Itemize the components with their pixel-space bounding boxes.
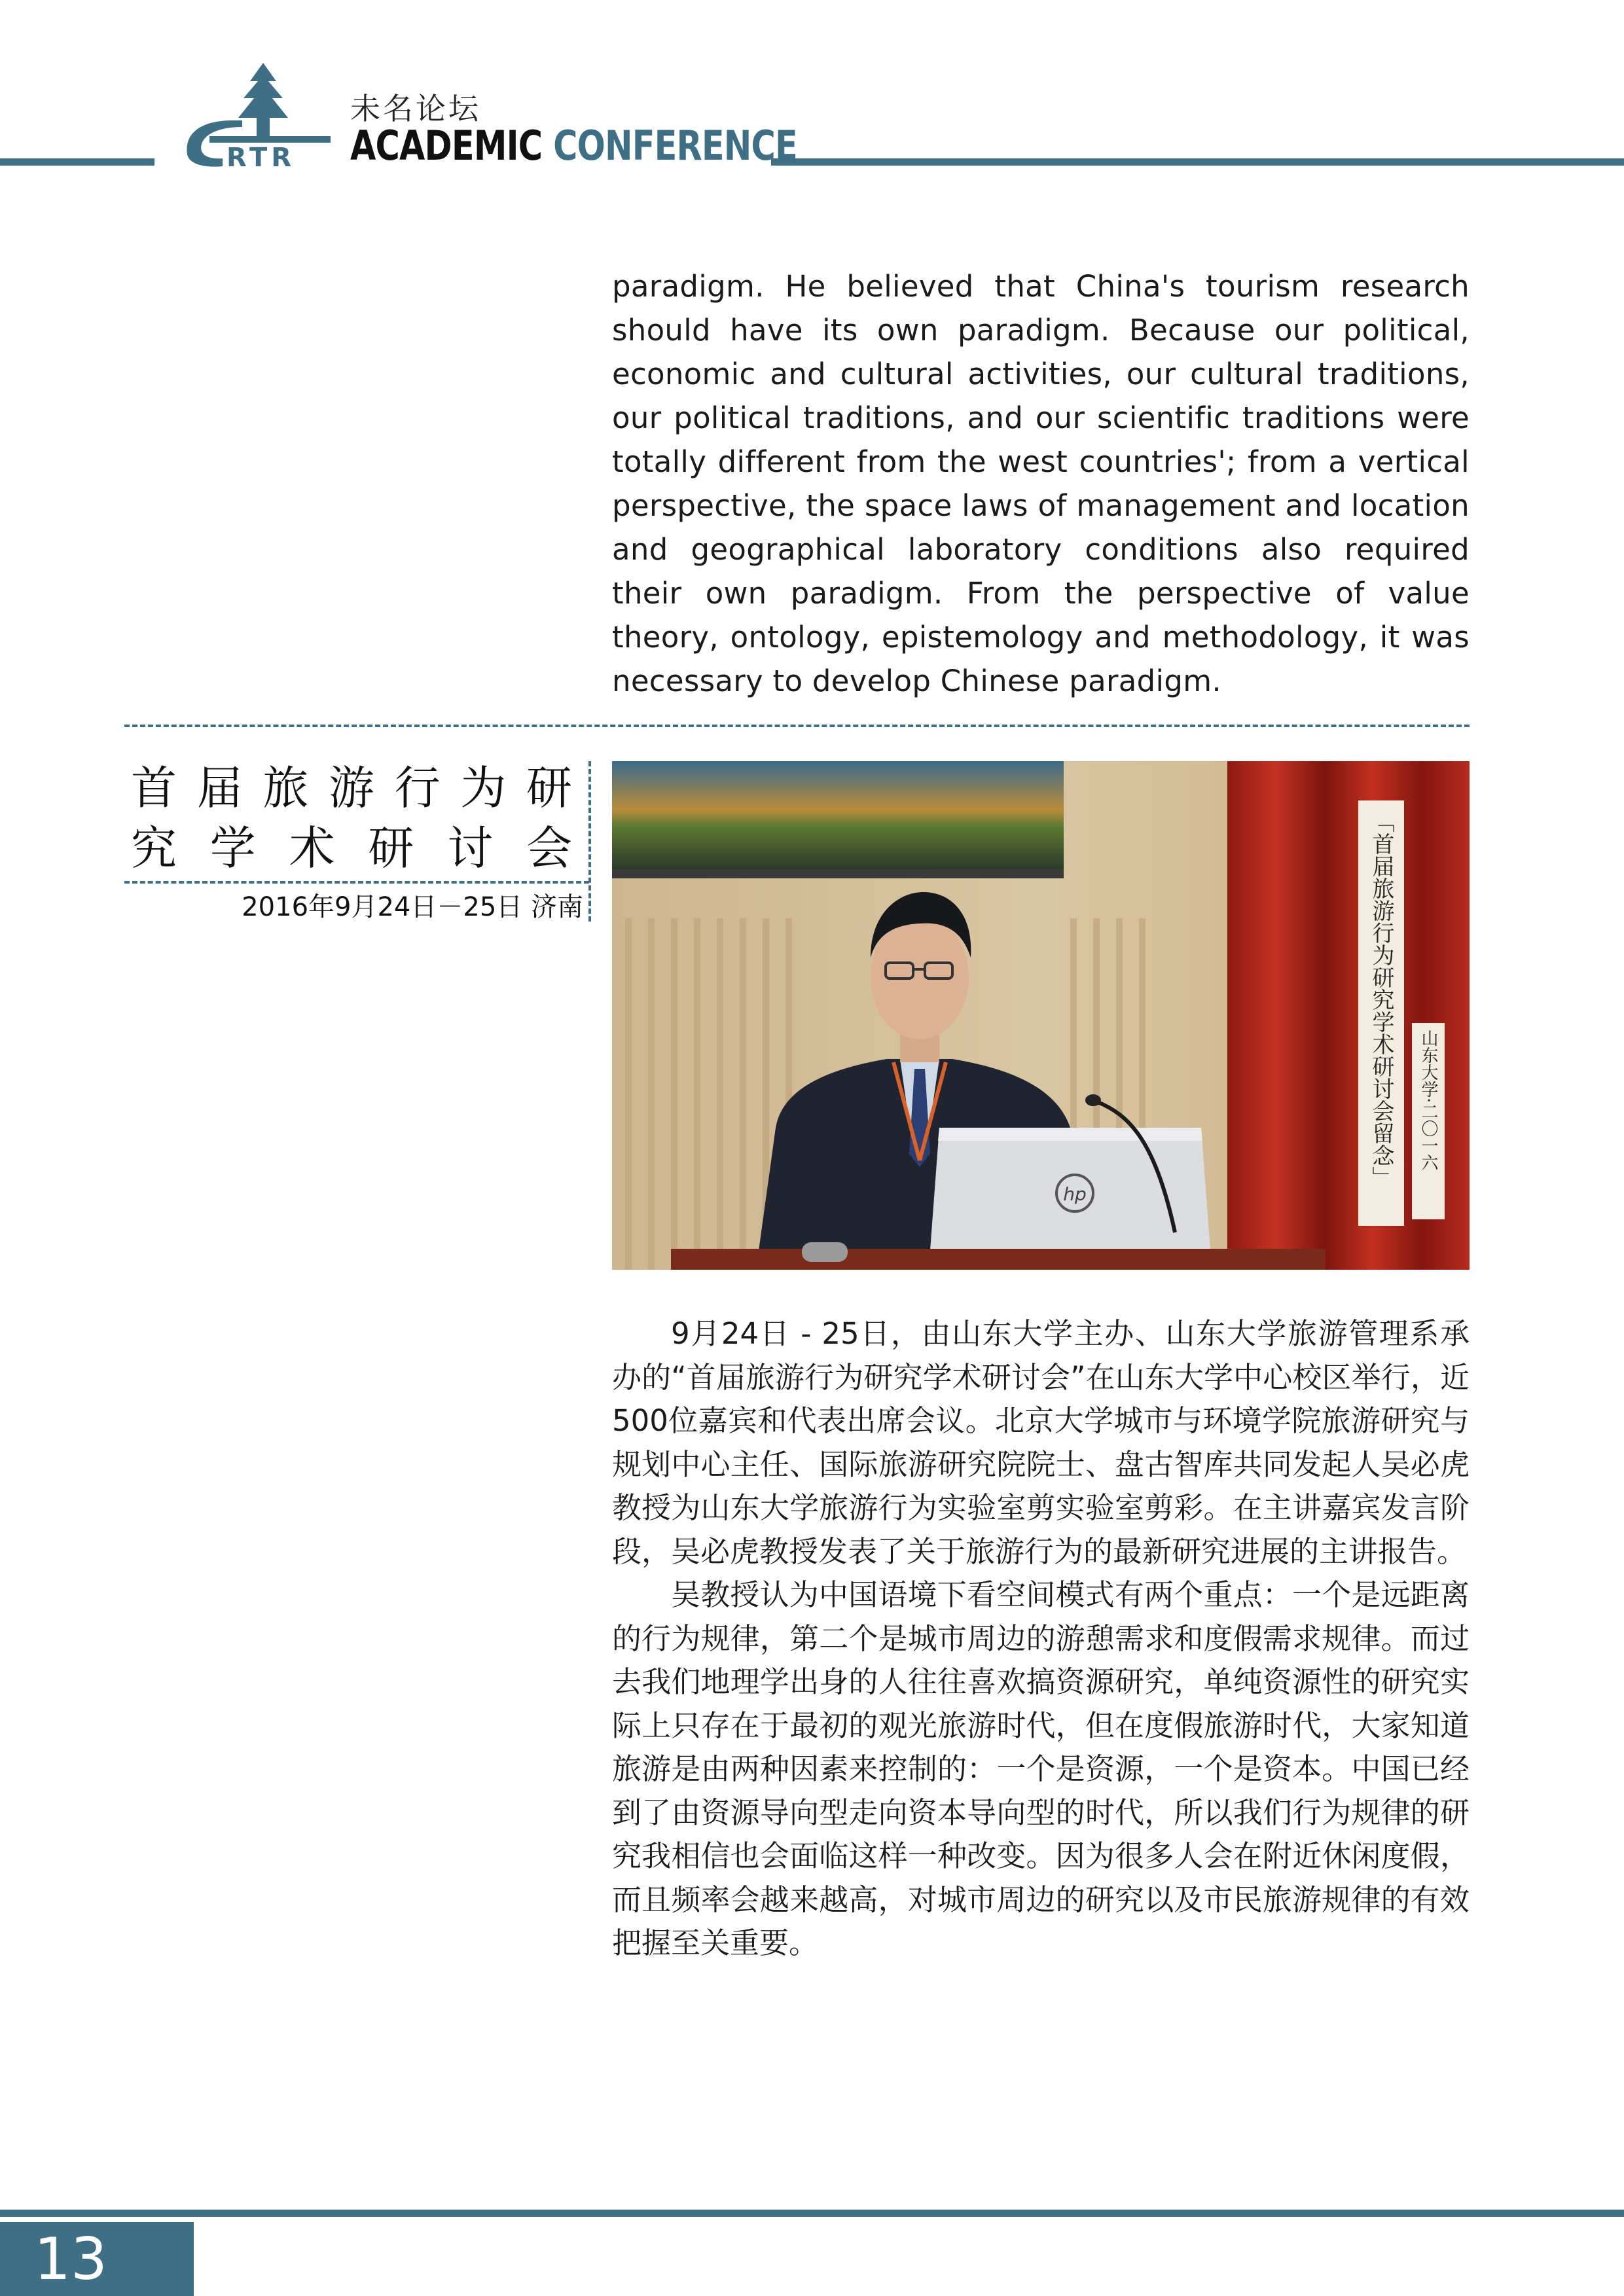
banner-sub-text: 山东大学·二〇一六 <box>1418 1030 1438 1172</box>
header-rule-right <box>771 158 1624 166</box>
section-divider-top <box>124 725 1470 727</box>
event-date-location: 2016年9月24日－25日 济南 <box>242 892 583 922</box>
laptop-logo: hp <box>1063 1183 1087 1205</box>
chinese-body <box>612 1312 1470 1965</box>
event-photo <box>612 761 1470 1270</box>
brand-word-conference: CONFERENCE <box>553 122 797 170</box>
title-divider-bottom <box>124 881 589 884</box>
chinese-paragraph-1: 9月24日 - 25日，由山东大学主办、山东大学旅游管理系承办的“首届旅游行为研究学术研讨会”在山东大学中心校区举行，近500位嘉宾和代表出席会议。北京大学城市与环境学院旅游研究与规划中心主任、国际旅游研究院院士、盘古智库共同发起人吴必虎教授为山东大学旅游行为实验室剪实验室剪彩。在主讲嘉宾发言阶段，吴必虎教授发表了关于旅游行为的最新研究进展的主讲报告。 <box>612 1316 1470 1569</box>
section-title-line2: 究学术研讨会 <box>131 821 589 875</box>
banner-main-text: 「首届旅游行为研究学术研讨会留念」 <box>1368 810 1394 1189</box>
header-rule-left <box>0 158 154 166</box>
section-title <box>131 758 589 878</box>
logo-text: RTR <box>226 143 296 168</box>
page-number: 13 <box>34 2225 107 2293</box>
rtr-logo <box>183 63 331 168</box>
english-paragraph: paradigm. He believed that China's tourism research should have its own paradigm. Because our political, economic and cultural activities, our cultural traditions, our political traditions, and our scientific traditions were totally different from the west countries'; from a vertical perspective, the space laws of management and location and geographical laboratory conditions also required their own paradigm. From the perspective of value theory, ontology, epistemology and methodology, it was necessary to develop Chinese paradigm. <box>612 269 1470 698</box>
brand-english-name <box>350 122 797 170</box>
chinese-paragraph-2: 吴教授认为中国语境下看空间模式有两个重点：一个是远距离的行为规律，第二个是城市周边的游憩需求和度假需求规律。而过去我们地理学出身的人往往喜欢搞资源研究，单纯资源性的研究实际上只存在于最初的观光旅游时代，但在度假旅游时代，大家知道旅游是由两种因素来控制的：一个是资源，一个是资本。中国已经到了由资源导向型走向资本导向型的时代，所以我们行为规律的研究我相信也会面临这样一种改变。因为很多人会在附近休闲度假，而且频率会越来越高，对城市周边的研究以及市民旅游规律的有效把握至关重要。 <box>612 1577 1470 1960</box>
footer-rule <box>0 2210 1624 2217</box>
brand-word-academic: ACADEMIC <box>350 122 543 170</box>
brand-chinese-name: 未名论坛 <box>350 91 481 126</box>
section-title-line1: 首届旅游行为研 <box>131 761 589 815</box>
